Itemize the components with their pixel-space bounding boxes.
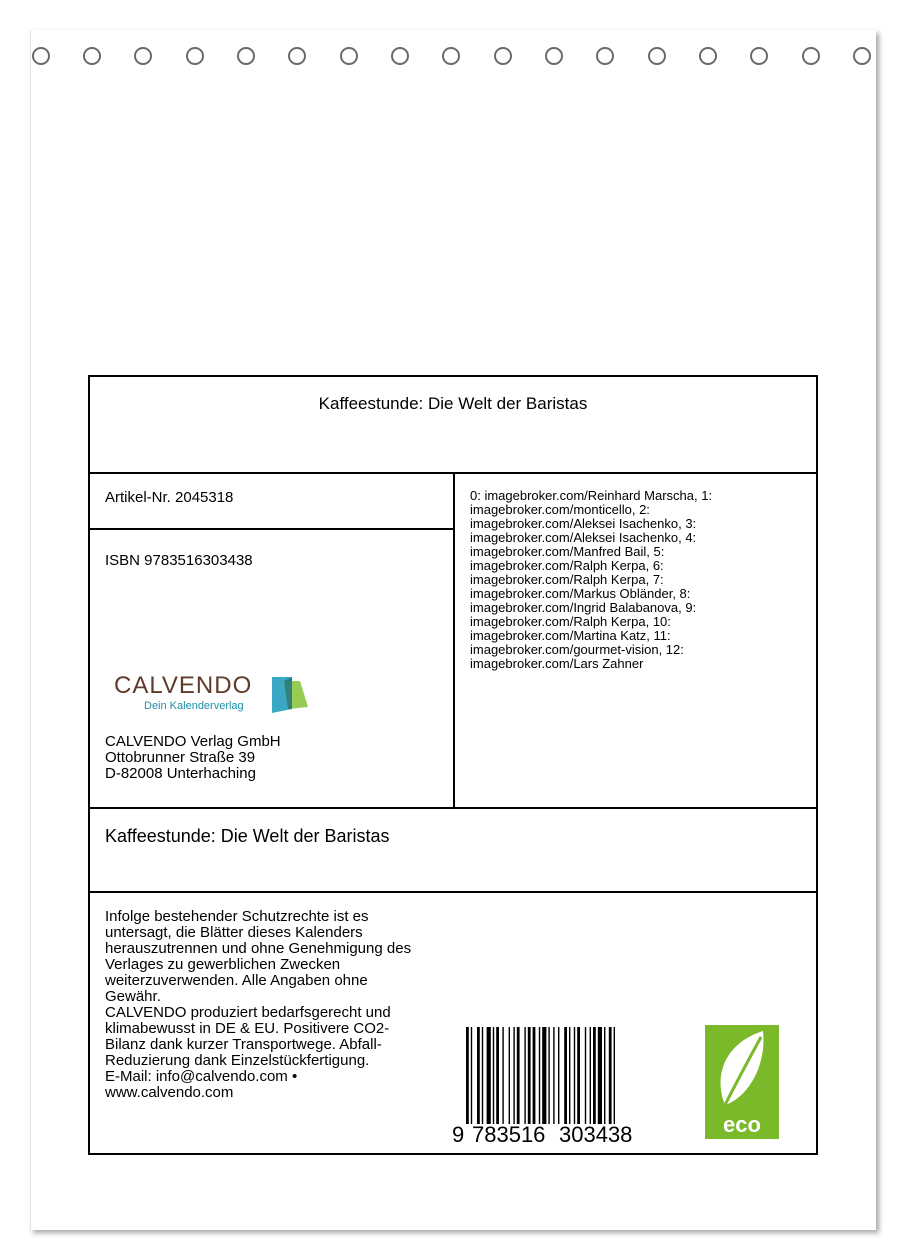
isbn: ISBN 9783516303438 xyxy=(105,552,253,569)
binding-ring-icon xyxy=(648,47,666,65)
binding-ring-icon xyxy=(32,47,50,65)
binding-ring-icon xyxy=(494,47,512,65)
publisher-name: CALVENDO Verlag GmbH xyxy=(105,733,281,750)
barcode-first-digit: 9 xyxy=(452,1122,465,1145)
binding-ring-icon xyxy=(288,47,306,65)
barcode-group-2: 303438 xyxy=(559,1122,633,1145)
calvendo-logo xyxy=(114,672,294,722)
info-sheet xyxy=(88,375,818,1155)
image-credits-cell xyxy=(456,472,816,807)
eco-label: eco xyxy=(723,1112,761,1137)
publisher-city: D-82008 Unterhaching xyxy=(105,765,256,782)
article-number-cell xyxy=(90,472,453,530)
binding-ring-icon xyxy=(853,47,871,65)
binding-ring-icon xyxy=(134,47,152,65)
isbn-barcode xyxy=(452,1027,647,1145)
binding-ring-icon xyxy=(750,47,768,65)
binding-ring-icon xyxy=(186,47,204,65)
title-row xyxy=(90,377,816,474)
binding-ring-icon xyxy=(442,47,460,65)
binding-ring-icon xyxy=(699,47,717,65)
logo-mark-icon xyxy=(270,675,310,715)
publisher-street: Ottobrunner Straße 39 xyxy=(105,749,256,766)
publisher-column xyxy=(90,472,455,807)
legal-notice: Infolge bestehender Schutzrechte ist es untersagt, die Blätter dieses Kalenders herauszutrennen und ohne Genehmigung des Verlages zu gewerblichen Zwecken weiterzuverwenden. Alle Angaben ohne Gewähr. CALVENDO produziert bedarfsgerecht und klimabewusst in DE & EU. Positivere CO2- Bilanz dank kurzer Transportwege. Abfall- Reduzierung dank Einzelstückfertigung. E-Mail: info@calvendo.com • www.calvendo.com xyxy=(105,908,412,1101)
article-number: Artikel-Nr. 2045318 xyxy=(105,489,234,506)
image-credits: 0: imagebroker.com/Reinhard Marscha, 1: imagebroker.com/monticello, 2: imagebroker.com/Aleksei Isachenko, 3: imagebroker.com/Aleksei Isachenko, 4: imagebroker.com/Manfred Bail, 5: imagebroker.com/Ralph Kerpa, 6: imagebroker.com/Ralph Kerpa, 7: imagebroker.com/Markus Obländer, 8: imagebroker.com/Ingrid Balabanova, 9: imagebroker.com/Ralph Kerpa, 10: imagebroker.com/Martina Katz, 11: imagebroker.com/gourmet-vision, 12: imagebroker.com/Lars Zahner xyxy=(470,488,713,671)
publisher-address xyxy=(105,734,281,782)
binding-ring-icon xyxy=(545,47,563,65)
subtitle-row xyxy=(90,807,816,893)
binding-ring-icon xyxy=(596,47,614,65)
binding-ring-icon xyxy=(391,47,409,65)
binding-ring-icon xyxy=(237,47,255,65)
barcode-group-1: 783516 xyxy=(472,1122,546,1145)
logo-tagline: Dein Kalenderverlag xyxy=(144,700,244,712)
logo-wordmark: CALVENDO xyxy=(114,672,253,699)
binding-ring-icon xyxy=(340,47,358,65)
binding-ring-icon xyxy=(83,47,101,65)
eco-badge xyxy=(705,1025,779,1139)
binding-ring-icon xyxy=(802,47,820,65)
calendar-subtitle: Kaffeestunde: Die Welt der Baristas xyxy=(105,826,390,846)
binding-rings xyxy=(0,0,905,80)
calendar-title: Kaffeestunde: Die Welt der Baristas xyxy=(318,394,588,413)
